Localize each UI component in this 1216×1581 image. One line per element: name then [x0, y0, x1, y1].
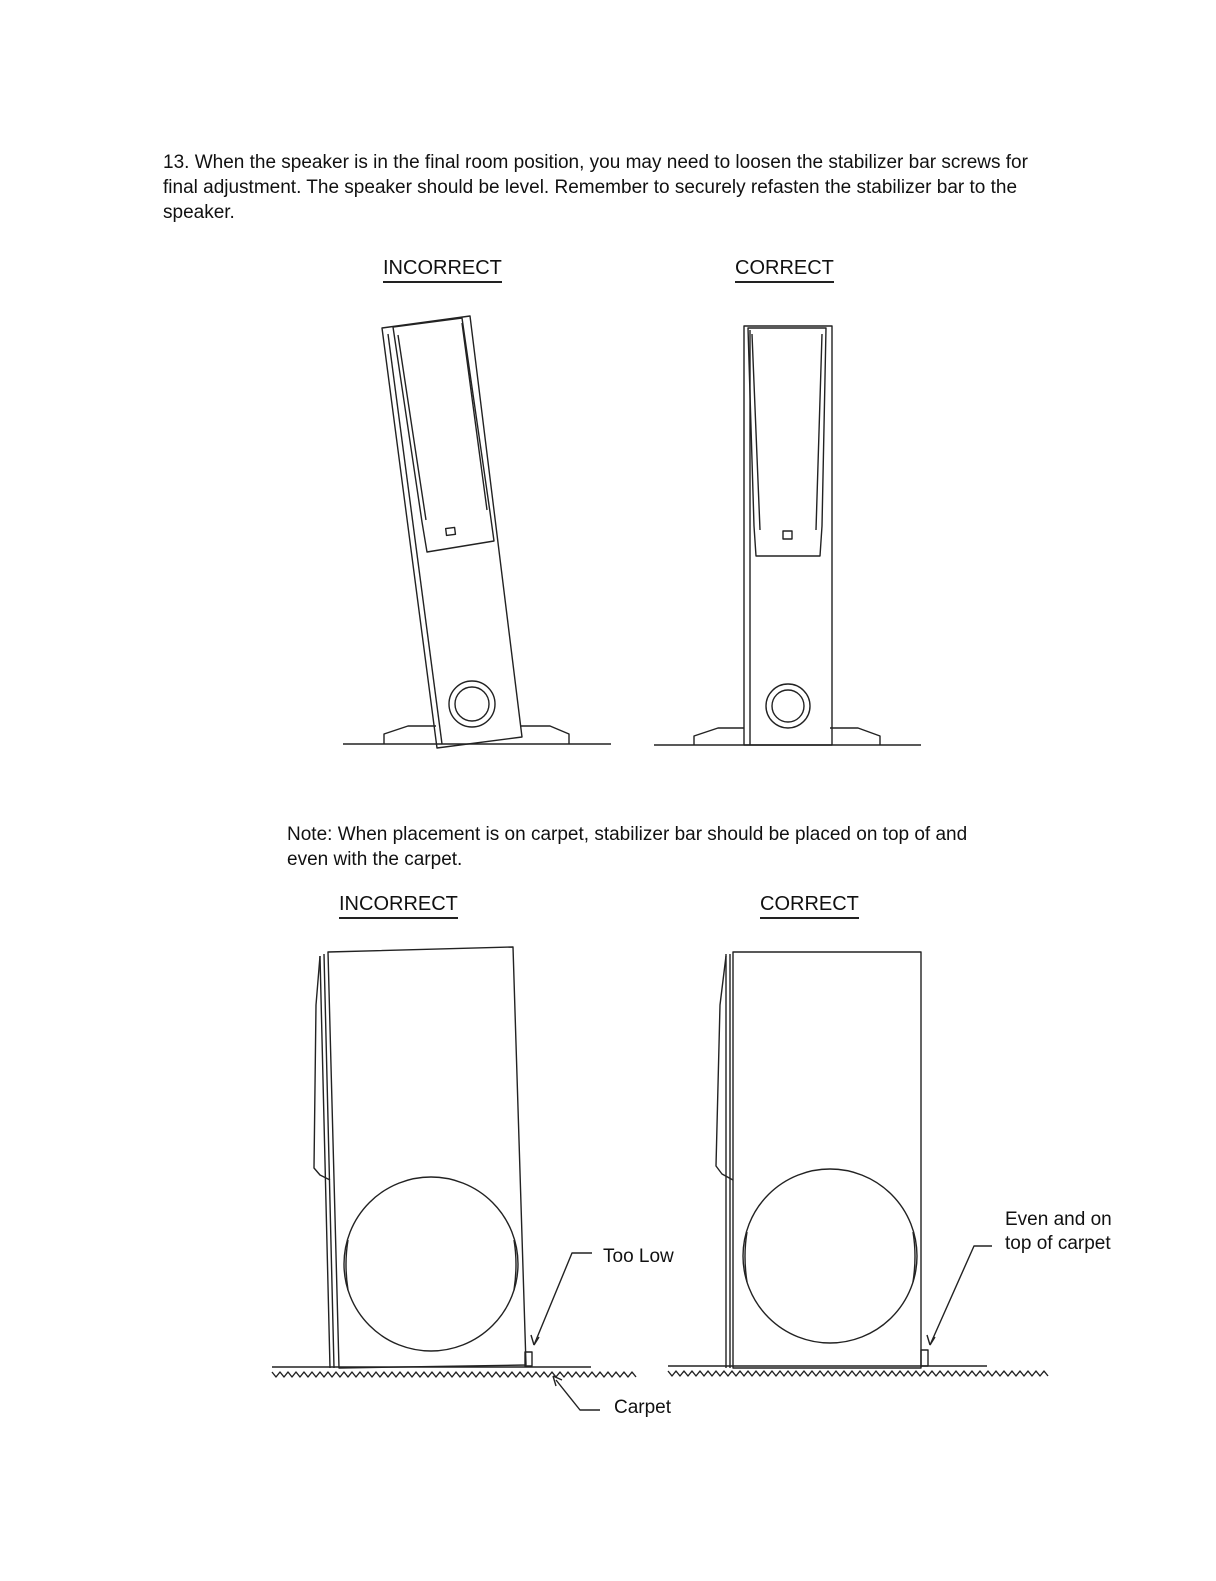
fig2-incorrect-carpet — [272, 1372, 636, 1377]
fig1-incorrect-side — [388, 334, 442, 744]
fig1-incorrect-base-left — [384, 726, 436, 744]
too-low-leader-line — [534, 1253, 592, 1345]
fig2-correct-woofer-ring — [745, 1232, 915, 1282]
fig1-incorrect-front-panel — [393, 318, 494, 552]
carpet-leader-line — [556, 1380, 600, 1410]
fig2-incorrect-speaker — [272, 947, 636, 1410]
fig2-incorrect-woofer-ring — [346, 1240, 516, 1290]
fig2-correct-label: CORRECT — [760, 893, 859, 919]
fig1-incorrect-base-right — [520, 726, 569, 744]
fig2-incorrect-woofer — [344, 1177, 518, 1351]
fig2-correct-cabinet — [733, 952, 921, 1368]
fig1-incorrect-port-outer — [449, 681, 495, 727]
fig2-incorrect-side-rail — [320, 954, 334, 1368]
carpet-callout: Carpet — [614, 1397, 672, 1418]
fig1-incorrect-speaker — [343, 316, 611, 748]
carpet-note-text: Note: When placement is on carpet, stabilizer bar should be placed on top of and even with the carpet. — [287, 824, 968, 870]
fig1-correct-base-right — [830, 728, 880, 745]
fig2-incorrect-label: INCORRECT — [339, 893, 458, 919]
step-13-text: 13. When the speaker is in the final room position, you may need to loosen the stabilizer bar screws for final adjustment. The speaker should be level. Remember to securely refasten the stabilizer bar to the speaker. — [163, 152, 1028, 223]
even-on-carpet-callout: Even and on top of carpet — [1005, 1209, 1112, 1254]
fig2-incorrect-front-panel — [314, 956, 330, 1180]
fig2-correct-woofer — [743, 1169, 917, 1343]
fig1-incorrect-label: INCORRECT — [383, 257, 502, 283]
even-leader-line — [930, 1246, 992, 1345]
too-low-callout: Too Low — [603, 1246, 674, 1267]
fig1-correct-speaker — [654, 326, 921, 745]
fig1-incorrect-tweeter-icon — [446, 527, 456, 535]
fig2-correct-side-rail — [726, 954, 730, 1368]
fig1-correct-cabinet — [744, 326, 832, 745]
fig2-incorrect-cabinet — [328, 947, 526, 1368]
fig2-correct-stabilizer-foot — [921, 1350, 928, 1366]
fig1-incorrect-inner-flare — [398, 323, 487, 520]
fig1-correct-port-inner — [772, 690, 804, 722]
fig1-correct-base-left — [694, 728, 744, 745]
fig1-correct-inner-flare — [752, 334, 822, 530]
fig1-incorrect-cabinet — [382, 316, 522, 748]
fig1-incorrect-port-inner — [455, 687, 489, 721]
fig2-correct-speaker — [668, 952, 1048, 1376]
fig1-correct-label: CORRECT — [735, 257, 834, 283]
fig1-correct-tweeter-icon — [783, 531, 792, 539]
fig2-correct-carpet — [668, 1371, 1048, 1376]
